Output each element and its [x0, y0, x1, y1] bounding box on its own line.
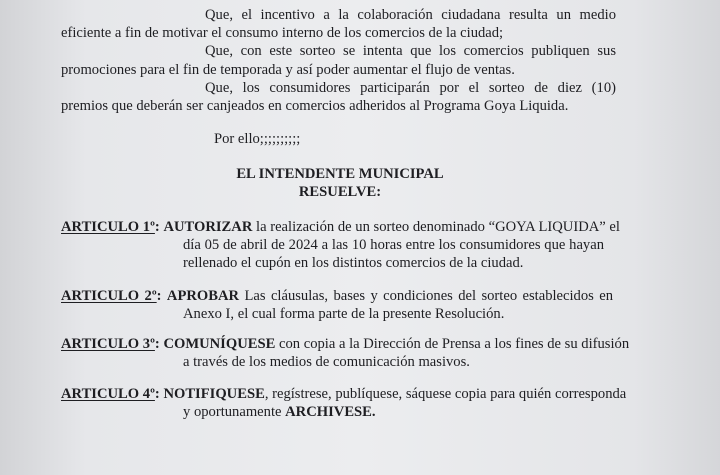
articulo-3-line-1: ARTICULO 3º: COMUNÍQUESE con copia a la Dirección de Prensa a los fines de su difusión: [61, 336, 630, 352]
articulo-1-verb: AUTORIZAR: [163, 219, 253, 235]
considerando-2-line-1: Que, con este sorteo se intenta que los comercios publiquen sus: [205, 43, 616, 59]
articulo-1-line-1: ARTICULO 1º: AUTORIZAR la realización de un sorteo denominado “GOYA LIQUIDA” el: [61, 219, 620, 235]
heading-intendente: EL INTENDENTE MUNICIPAL: [236, 166, 444, 182]
considerando-3-line-1: Que, los consumidores participarán por el sorteo de diez (10): [205, 80, 616, 96]
articulo-1-label: ARTICULO 1º: [61, 219, 155, 235]
articulo-3-line-2: a través de los medios de comunicación masivos.: [183, 354, 470, 370]
considerando-1-line-2: eficiente a fin de motivar el consumo interno de los comercios de la ciudad;: [61, 25, 504, 41]
articulo-4-line-1: ARTICULO 4º: NOTIFIQUESE, regístrese, publíquese, sáquese copia para quién corresponda: [61, 386, 627, 402]
articulo-2-line-1: ARTICULO 2º: APROBAR Las cláusulas, bases y condiciones del sorteo establecidos en: [61, 288, 613, 304]
archivese: ARCHIVESE.: [285, 404, 376, 420]
heading-resuelve: RESUELVE:: [298, 184, 382, 200]
articulo-2-line-2: Anexo I, el cual forma parte de la presente Resolución.: [183, 306, 505, 322]
articulo-2-verb: APROBAR: [166, 288, 240, 304]
articulo-3-label: ARTICULO 3º: [61, 336, 155, 352]
articulo-4-label: ARTICULO 4º: [61, 386, 155, 402]
articulo-4-verb: NOTIFIQUESE: [163, 386, 265, 402]
articulo-1-line-2: día 05 de abril de 2024 a las 10 horas entre los consumidores que hayan: [183, 237, 604, 253]
articulo-3-verb: COMUNÍQUESE: [163, 336, 276, 352]
articulo-2-label: ARTICULO 2º: [61, 288, 157, 304]
articulo-4-line-2: y oportunamente ARCHIVESE.: [183, 404, 376, 420]
considerando-2-line-2: promociones para el fin de temporada y así poder aumentar el flujo de ventas.: [61, 62, 515, 78]
considerando-3-line-2: premios que deberán ser canjeados en comercios adheridos al Programa Goya Liquida.: [61, 98, 569, 114]
por-ello: Por ello;;;;;;;;;;: [214, 131, 301, 147]
considerando-1-line-1: Que, el incentivo a la colaboración ciudadana resulta un medio: [205, 7, 616, 23]
articulo-1-line-3: rellenado el cupón en los distintos comercios de la ciudad.: [183, 255, 524, 271]
